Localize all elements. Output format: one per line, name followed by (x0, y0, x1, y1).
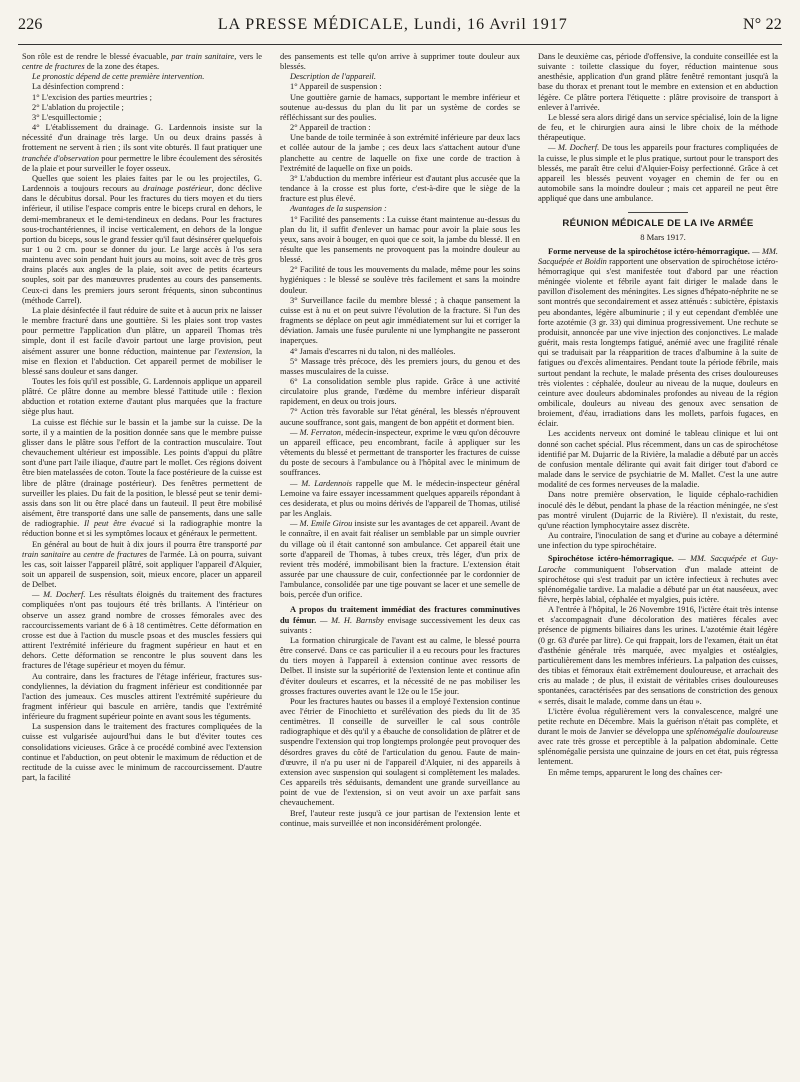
paragraph: Pour les fractures hautes ou basses il a employé l'extension continue avec l'étrier de Finochietto et surélévation des pieds du lit de 35 centimètres. Il conseille de surveiller le cal sous contrôle radiographique et dès qu'il y a ébauche de consolidation de plâtrer et de suspendre l'extension qui trop longtemps prolongée peut provoquer des désordres graves du côté de l'articulation du genou. Faute de main-d'œuvre, il n'a pu user ni de l'appareil d'Alquier, ni des appareils à extension avec suspension qui soulagent si complètement les malades. Ces appareils très séduisants, demandent une grande surveillance au point de vue de l'extension, si on veut avoir un axe parfait sans chevauchement. (280, 696, 520, 808)
paragraph: Les accidents nerveux ont dominé le tableau clinique et lui ont donné son cachet spécial. Plus récemment, dans un cas de spirochétose identifié par M. Dujarric de la Rivière, la maladie a débuté par un accès de confusion mentale délirante qui avait fait diriger tout d'abord ce malade dans le service de psychiatrie de M. Mallet. C'est la une autre modalité de ces formes nerveuses de la maladie. (538, 429, 778, 490)
paragraph: — M. Ferraton, médecin-inspecteur, exprime le vœu qu'on découvre un appareil efficace, peu encombrant, facile à appliquer sur les vêtements du blessé et permettant de transporter les fractures de cuisse du poste de secours à l'ambulance ou à l'hôpital avec le minimum de souffrances. (280, 427, 520, 478)
paragraph: Description de l'appareil. (290, 72, 376, 82)
paragraph: A l'entrée à l'hôpital, le 26 Novembre 1916, l'ictère était très intense et s'accompagnait d'une décoloration des matières fécales avec présence de pigments biliaires dans les urines. L'azotémie était légère (0 gr. 63 d'urée par litre). Ce qui frappait, lors de l'examen, était un état d'asthénie générale très marquée, avec myalgies et ostéalgies, particulièrement dans les membres inférieurs. La palpation des cuisses, des tibias et fémoraux était extrêmement douloureuse, et arrachait des cris au malade ; de plus, il existait de véritables crises douloureuses spontanées, caractérisées par des sensations de constriction des genoux « serrés, disait le malade, comme dans un étau ». (538, 605, 778, 706)
paragraph: — M. Lardennois rappelle que M. le médecin-inspecteur général Lemoine va faire essayer incessamment quelques appareils répondant à ces desiderata, et plus ou moins dérivés de l'appareil de Thomas, utilisé par les Anglais. (280, 478, 520, 519)
paragraph: Dans le deuxième cas, période d'offensive, la conduite conseillée est la suivante : toilette classique du foyer, réduction maintenue sous anesthésie, application d'un grand plâtre fenêtré remontant jusqu'à la base du thorax et prenant tout le membre en extension et en abduction légère. Ce plâtre portera l'étiquette : plâtre provisoire de transport à enlever à l'arrivée. (538, 52, 778, 112)
running-title (218, 16, 568, 34)
issue-date: Lundi, 16 Avril 1917 (413, 16, 568, 33)
list-item: 2° L'ablation du projectile ; (32, 102, 124, 112)
column-right (538, 52, 778, 1074)
section-date: 8 Mars 1917. (640, 231, 686, 242)
issue-number: N° 22 (743, 16, 782, 33)
section-rule (628, 212, 688, 213)
column-left (22, 52, 262, 1074)
list-item: 1° Facilité des pansements : La cuisse étant maintenue au-dessus du plan du lit, il suffit d'enlever un hamac pour avoir la plaie sous les yeux, sans avoir à bouger, en quoi que ce soit, la jambe du blessé. Il en résulte que les pansements ne provoquent pas la moindre douleur au blessé. (280, 214, 520, 265)
paragraph: La suspension dans le traitement des fractures compliquées de la cuisse est vulgarisée aujourd'hui dans le but d'éviter toutes ces consolidations vicieuses. Grâce à ce procédé combiné avec l'extension continue et l'abduction, on peut obtenir le maximum de réduction et de rectitude de la cuisse avec le minimum de raccourcissement. D'autre part, la facilité (22, 722, 262, 783)
paragraph: Bref, l'auteur reste jusqu'à ce jour partisan de l'extension lente et continue, mais surveillée et non inconsidérément prolongée. (280, 808, 520, 828)
paragraph: — M. Emile Girou insiste sur les avantages de cet appareil. Avant de le connaître, il en avait fait réaliser un semblable par un simple ouvrier du village où il était cantonné son ambulance. Cet appareil était une sorte d'appareil de Thomas, à tubes creux, très léger, d'un prix de revient très modéré, immobilisant bien la fracture. L'extension était assurée par une chaussure de cuir, confectionnée par le cordonnier de l'ambulance, consolidée par une tige pouvant se lacer et une semelle de bois, percée d'un orifice. (280, 519, 520, 600)
paragraph: Au contraire, dans les fractures de l'étage inférieur, fractures sus-condyliennes, la déviation du fragment inférieur est conditionnée par l'action des jumeaux. Ces muscles attirent l'extrémité supérieure du fragment inférieur qui bascule en arrière, tandis que l'extrémité inférieure du fragment supérieur pointe en avant sous les téguments. (22, 671, 262, 722)
paragraph: Le pronostic dépend de cette première intervention. (32, 72, 205, 82)
paragraph: Dans notre première observation, le liquide céphalo-rachidien inoculé dès le début, pendant la phase de la réaction méningée, ne s'est pas montré virulent (Dujarric de la Rivière). Il n'existait, du reste, qu'une réaction lymphocytaire assez discrète. (538, 490, 778, 530)
column-middle (280, 52, 520, 1074)
paragraph: Le blessé sera alors dirigé dans un service spécialisé, loin de la ligne de feu, et le chirurgien aura ainsi le libre choix de la méthode thérapeutique. (538, 112, 778, 143)
paragraph: En général au bout de huit à dix jours il pourra être transporté par train sanitaire au centre de fractures de l'armée. Là on pourra, suivant les cas, soit laisser l'appareil plâtré, soit appliquer l'appareil d'Alquier, soit un appareil de suspension, soit, mieux encore, placer un appareil de Delbet. (22, 539, 262, 590)
paragraph: — M. Docherf. Les résultats éloignés du traitement des fractures compliquées n'ont pas toujours été très brillants. A l'intérieur on observe un assez grand nombre de crosses fémorales avec des raccourcissements variant de 6 à 18 centimètres. Cette déformation en crosse est due à l'action du muscle psoas et des muscles fessiers qui attirent l'extrémité inférieure du fragment supérieur en haut et en dehors. Cette déformation se rencontre le plus souvent dans les fractures de l'étage supérieur et moyen du fémur. (22, 590, 262, 671)
paragraph: L'ictère évolua régulièrement vers la convalescence, malgré une petite rechute en Décembre. Mais la guérison n'était pas complète, et durant le mois de Janvier se développa une splénomégalie douloureuse avec rate très grosse et perceptible à la palpation abdominale. Cette splénomégalie persista une quinzaine de jours en cet état, puis régressa lentement. (538, 706, 778, 767)
paragraph: La plaie désinfectée il faut réduire de suite et à aucun prix ne laisser le membre fracturé dans une gouttière. Si les plaies sont trop vastes pour permettre l'application d'un plâtre, un appareil Thomas très simple, dont il est facile d'avoir partout une large provision, peut aisément assurer une bonne réduction, maintenue par l'extension, la mise en flexion et l'abduction. Cet appareil permet de mobiliser le blessé sans douleur et sans danger. (22, 305, 262, 376)
journal-name: LA PRESSE MÉDICALE, (217, 16, 409, 33)
list-item: 3° L'esquillectomie ; (32, 112, 102, 122)
section-lead: Forme nerveuse de la spirochétose ictéro-hémorragique. — MM. Sacquépée et Boidin rapportent une observation de spirochétose ictéro-hémorragique qui s'est manifestée tout d'abord par une réaction méningée violente et fébrile ayant fait diriger le malade dans le pavillon d'isolement des méningites. Les signes d'hépato-néphrite ne se sont montrés que secondairement et assez atténués : subictère, épistaxis peu abondantes, légère albuminurie ; il y eut cependant d'emblée une forte azotémie (3 gr. 33) qui diminua progressivement. Une rechute se produisit, annoncée par une vive injection des conjonctives. Le malade guérit, mais resta longtemps fatigué, anémié avec une fragilité rénale qui se traduisait par la réapparition de traces d'albumine à la suite de fatigues ou d'excès alimentaires. Pendant toute la période fébrile, mais surtout pendant la rechute, le malade présenta des crises douloureuses très violentes : céphalée, douleur au niveau de la nuque, douleurs en ceinture avec douleurs abdominales profondes au niveau de la région ombilicale, douleurs au niveau des genoux avec sensation de broiement, d'éau, irradiations dans les mollets, parfois fugaces, en éclair. (538, 246, 778, 429)
paragraph: La désinfection comprend : (32, 82, 124, 92)
list-item: 7° Action très favorable sur l'état général, les blessés n'éprouvent aucune souffrance, sont gais, mangent de bon appétit et dorment bien. (280, 407, 520, 427)
paragraph: Une bande de toile terminée à son extrémité inférieure par deux lacs et collée autour de la jambe ; ces deux lacs s'attachent autour d'une planchette au centre de laquelle on fixe une corde de traction à l'extrémité de laquelle on fixe un poids. (280, 133, 520, 173)
paragraph: 2° Appareil de traction : (290, 123, 371, 133)
paragraph: 3° L'abduction du membre inférieur est d'autant plus accusée que la tendance à la crosse est plus forte, c'est-à-dire que le siège de la fracture est plus élevé. (280, 173, 520, 204)
paragraph: En même temps, apparurent le long des chaînes cer- (548, 767, 723, 777)
paragraph: La formation chirurgicale de l'avant est au calme, le blessé pourra être conservé. Dans ce cas particulier il a eu recours pour les fractures du tiers moyen à l'appareil à extension continue avec ressorts de Delbet. Il insiste sur la supériorité de l'extension lente et continue afin d'éviter douleurs et escarres, et la nécessité de ne pas mobiliser les grosses fractures ouvertes avant le 12e ou le 15e jour. (280, 635, 520, 696)
page-header (18, 16, 782, 38)
list-item: 6° La consolidation semble plus rapide. Grâce à une activité circulatoire plus grande, l'œdème du membre inférieur disparaît rapidement, en deux ou trois jours. (280, 377, 520, 407)
paragraph: 1° Appareil de suspension : (290, 82, 382, 92)
header-rule (18, 44, 782, 45)
paragraph: Son rôle est de rendre le blessé évacuable, par train sanitaire, vers le centre de fractures de la zone des étapes. (22, 52, 262, 72)
list-item: 4° L'établissement du drainage. G. Lardennois insiste sur la nécessité d'un drainage très large. Un ou deux drains passés à frottement ne servent à rien ; ils sont vite obturés. Il faut pratiquer une tranchée d'observation pour permettre le libre écoulement des sérosités de la plaie et pour surveiller le foyer osseux. (22, 123, 262, 173)
list-item: 4° Jamais d'escarres ni du talon, ni des malléoles. (290, 346, 456, 356)
paragraph: La cuisse est fléchie sur le bassin et la jambe sur la cuisse. De la sorte, il y a maintien de la position donnée sans que le membre puisse glisser dans le plâtre sous l'effort de la contraction musculaire. Tout chevauchement ultérieur est impossible. Les points d'appui du plâtre sont d'une part l'aile iliaque, d'autre part le mollet. Ces régions doivent être bien matelassées de coton. Toute la face postérieure de la cuisse est libre de plâtre (drainage postérieur). Des fenêtres permettent de surveiller les plaies. Du fait de la position, le blessé peut se tenir demi-assis dans son lit ou être placé dans un fauteuil. Il peut être mobilisé aisément, être transporté dans une salle de pansements, dans une salle de radiographie. Il peut être évacué si la radiographie montre la réduction bonne et si les symptômes locaux et généraux le permettent. (22, 417, 262, 539)
list-item: 1° L'excision des parties meurtries ; (32, 92, 152, 102)
list-item: 5° Massage très précoce, dès les premiers jours, du genou et des masses musculaires de la cuisse. (280, 356, 520, 376)
paragraph: Une gouttière garnie de hamacs, supportant le membre inférieur et soutenue au-dessus du plan du lit par un système de cordes se réfléchissant sur des poulies. (280, 92, 520, 122)
section-lead: A propos du traitement immédiat des fractures comminutives du fémur. — M. H. Barnsby envisage successivement les deux cas suivants : (280, 605, 520, 635)
section-title: RÉUNION MÉDICALE DE LA IVe ARMÉE (562, 218, 754, 230)
paragraph: Avantages de la suspension : (290, 204, 387, 214)
section-lead: Spirochétose ictéro-hémorragique. — MM. Sacquépée et Guy-Laroche communiquent l'observation d'un malade atteint de spirochétose qui s'est traduit par un ictère infectieux à rechutes avec splénomégalie tardive. La maladie a débuté par un état nauséeux, avec fièvre, herpès labial, céphalée et myalgies, puis ictère. (538, 554, 778, 604)
paragraph: — M. Docherf. De tous les appareils pour fractures compliquées de la cuisse, le plus simple et le plus pratique, surtout pour le transport des blessés, me paraît être celui d'Alquier-Foisy perfectionné. Grâce à cet appareil les blessés peuvent voyager en chemin de fer ou en automobile sans la moindre douleur ; mais cet appareil ne peut être appliqué que dans une ambulance. (538, 143, 778, 204)
page-number: 226 (18, 16, 43, 33)
list-item: 2° Facilité de tous les mouvements du malade, même pour les soins hygiéniques : le blessé se soulève très facilement et sans la moindre douleur. (280, 265, 520, 295)
paragraph: Toutes les fois qu'il est possible, G. Lardennois applique un appareil plâtré. Ce plâtre donne au membre blessé l'attitude utile : flexion abduction et rotation externe d'autant plus marquées que la fracture siège plus haut. (22, 377, 262, 417)
paragraph: des pansements est telle qu'on arrive à supprimer toute douleur aux blessés. (280, 52, 520, 72)
paragraph: Quelles que soient les plaies faites par le ou les projectiles, G. Lardennois a toujours recours au drainage postérieur, donc déclive dans le décubitus dorsal. Pour les fractures du tiers moyen et du tiers inférieur, il utilise l'espace compris entre le biceps crural en dehors, le demi-membraneux et le demi-tendineux en dedans. Pour les fractures sous-trochantériennes, il incise verticalement, en dehors de la longue portion du biceps, sous le grand fessier qu'il faut désinsérer quelquefois sur 1 ou 2 cm. pour se donner du jour. Le large accès à l'os sera maintenu avec soin pendant huit jours au moins, soit avec de très gros drains placés aux angles de la plaie, soit avec de petits écarteurs souples, soit par des manœuvres prudentes au cours des pansements. Ceux-ci dans les premiers jours seront fréquents, sinon subcontinus (méthode Carrel). (22, 173, 262, 305)
paragraph: Au contraire, l'inoculation de sang et d'urine au cobaye a déterminé une infection du type spirochétaire. (538, 531, 778, 551)
list-item: 3° Surveillance facile du membre blessé ; à chaque pansement la cuisse est à nu et on peut suivre l'évolution de la fracture. Si l'un des fragments se déplace on peut agir immédiatement sur lui et corriger la déviation. Jamais une fusée purulente ni une lymphangite ne passeront inaperçues. (280, 295, 520, 346)
